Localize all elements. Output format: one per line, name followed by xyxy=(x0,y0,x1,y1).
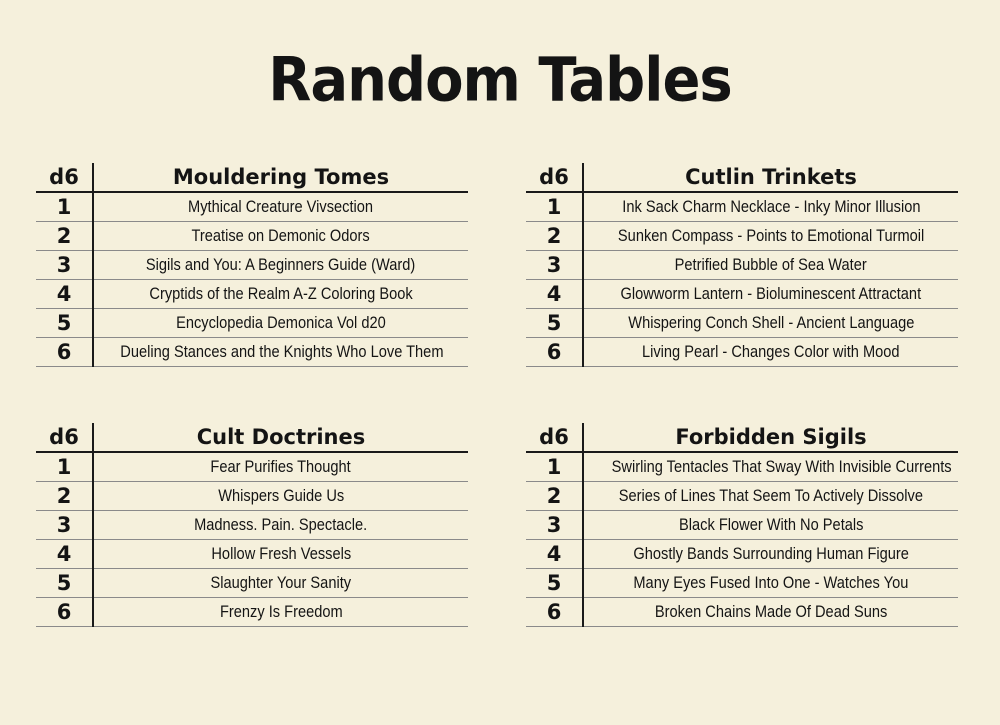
table-row xyxy=(526,598,958,627)
table-heading: Forbidden Sigils xyxy=(583,423,958,452)
entry-cell xyxy=(93,280,468,309)
entry-cell xyxy=(583,482,958,511)
table-header-row xyxy=(36,163,468,192)
entry-text: Hollow Fresh Vessels xyxy=(211,544,351,563)
table-row xyxy=(526,222,958,251)
table-row xyxy=(36,569,468,598)
table-row xyxy=(36,482,468,511)
table-row xyxy=(526,251,958,280)
entry-text: Many Eyes Fused Into One - Watches You xyxy=(633,573,909,592)
entry-text: Cryptids of the Realm A-Z Coloring Book xyxy=(149,284,413,303)
table-forbidden-sigils xyxy=(526,423,958,627)
roll-number: 4 xyxy=(526,280,583,309)
roll-number: 6 xyxy=(36,598,93,627)
roll-number: 5 xyxy=(36,309,93,338)
roll-number: 1 xyxy=(526,192,583,222)
table-mouldering-tomes xyxy=(36,163,468,367)
entry-cell xyxy=(583,540,958,569)
table-row xyxy=(526,280,958,309)
entry-cell xyxy=(93,452,468,482)
table-header-row xyxy=(526,423,958,452)
entry-cell xyxy=(93,192,468,222)
entry-cell xyxy=(93,222,468,251)
entry-cell xyxy=(583,452,958,482)
table-row xyxy=(526,309,958,338)
entry-text: Ink Sack Charm Necklace - Inky Minor Illusion xyxy=(621,197,921,216)
entry-cell xyxy=(93,482,468,511)
table-heading: Cult Doctrines xyxy=(93,423,468,452)
roll-number: 6 xyxy=(36,338,93,367)
table-row xyxy=(36,280,468,309)
entry-cell xyxy=(583,222,958,251)
roll-number: 1 xyxy=(36,192,93,222)
roll-number: 3 xyxy=(36,251,93,280)
table-heading: Cutlin Trinkets xyxy=(583,163,958,192)
entry-cell xyxy=(583,511,958,540)
roll-number: 5 xyxy=(526,569,583,598)
entry-text: Whispers Guide Us xyxy=(218,486,344,505)
roll-number: 5 xyxy=(36,569,93,598)
die-header: d6 xyxy=(36,163,93,192)
table-row xyxy=(526,482,958,511)
roll-number: 1 xyxy=(526,452,583,482)
entry-cell xyxy=(93,251,468,280)
roll-number: 6 xyxy=(526,598,583,627)
entry-cell xyxy=(93,511,468,540)
table-row xyxy=(526,192,958,222)
entry-cell xyxy=(93,569,468,598)
roll-number: 2 xyxy=(526,482,583,511)
entry-text: Living Pearl - Changes Color with Mood xyxy=(642,342,900,361)
entry-text: Slaughter Your Sanity xyxy=(210,573,352,592)
die-header: d6 xyxy=(36,423,93,452)
entry-cell xyxy=(583,309,958,338)
roll-number: 1 xyxy=(36,452,93,482)
table-row xyxy=(526,540,958,569)
roll-number: 5 xyxy=(526,309,583,338)
page-title: Random Tables xyxy=(268,45,732,116)
table-cult-doctrines xyxy=(36,423,468,627)
roll-number: 4 xyxy=(36,540,93,569)
table-row xyxy=(526,338,958,367)
entry-cell xyxy=(93,338,468,367)
entry-text: Glowworm Lantern - Bioluminescent Attractant xyxy=(620,284,922,303)
entry-cell xyxy=(583,598,958,627)
entry-cell xyxy=(583,251,958,280)
table-row xyxy=(36,598,468,627)
roll-number: 2 xyxy=(526,222,583,251)
table-row xyxy=(36,222,468,251)
table-row xyxy=(36,511,468,540)
roll-number: 2 xyxy=(36,482,93,511)
entry-cell xyxy=(93,540,468,569)
entry-text: Whispering Conch Shell - Ancient Language xyxy=(627,313,915,332)
entry-text: Madness. Pain. Spectacle. xyxy=(194,515,368,534)
table-header-row xyxy=(526,163,958,192)
entry-text: Swirling Tentacles That Sway With Invisible Currents xyxy=(611,457,952,476)
entry-text: Ghostly Bands Surrounding Human Figure xyxy=(633,544,909,563)
entry-text: Frenzy Is Freedom xyxy=(219,602,343,621)
entry-cell xyxy=(93,598,468,627)
entry-text: Series of Lines That Seem To Actively Dissolve xyxy=(618,486,924,505)
entry-text: Petrified Bubble of Sea Water xyxy=(674,255,868,274)
table-row xyxy=(526,569,958,598)
entry-cell xyxy=(583,569,958,598)
table-row xyxy=(36,452,468,482)
entry-text: Treatise on Demonic Odors xyxy=(191,226,371,245)
table-row xyxy=(36,540,468,569)
entry-cell xyxy=(583,192,958,222)
roll-number: 6 xyxy=(526,338,583,367)
entry-cell xyxy=(583,280,958,309)
table-row xyxy=(36,338,468,367)
table-cutlin-trinkets xyxy=(526,163,958,367)
table-heading: Mouldering Tomes xyxy=(93,163,468,192)
roll-number: 3 xyxy=(526,511,583,540)
die-header: d6 xyxy=(526,423,583,452)
table-header-row xyxy=(36,423,468,452)
entry-text: Dueling Stances and the Knights Who Love Them xyxy=(120,342,444,361)
entry-text: Encyclopedia Demonica Vol d20 xyxy=(176,313,386,332)
roll-number: 2 xyxy=(36,222,93,251)
table-row xyxy=(526,511,958,540)
entry-cell xyxy=(583,338,958,367)
roll-number: 4 xyxy=(526,540,583,569)
entry-text: Sigils and You: A Beginners Guide (Ward) xyxy=(146,255,416,274)
entry-text: Sunken Compass - Points to Emotional Turmoil xyxy=(617,226,925,245)
entry-text: Mythical Creature Vivsection xyxy=(188,197,374,216)
entry-cell xyxy=(93,309,468,338)
table-row xyxy=(526,452,958,482)
entry-text: Black Flower With No Petals xyxy=(678,515,864,534)
roll-number: 4 xyxy=(36,280,93,309)
table-row xyxy=(36,192,468,222)
die-header: d6 xyxy=(526,163,583,192)
table-row xyxy=(36,309,468,338)
entry-text: Broken Chains Made Of Dead Suns xyxy=(654,602,888,621)
roll-number: 3 xyxy=(526,251,583,280)
entry-text: Fear Purifies Thought xyxy=(210,457,352,476)
roll-number: 3 xyxy=(36,511,93,540)
table-row xyxy=(36,251,468,280)
